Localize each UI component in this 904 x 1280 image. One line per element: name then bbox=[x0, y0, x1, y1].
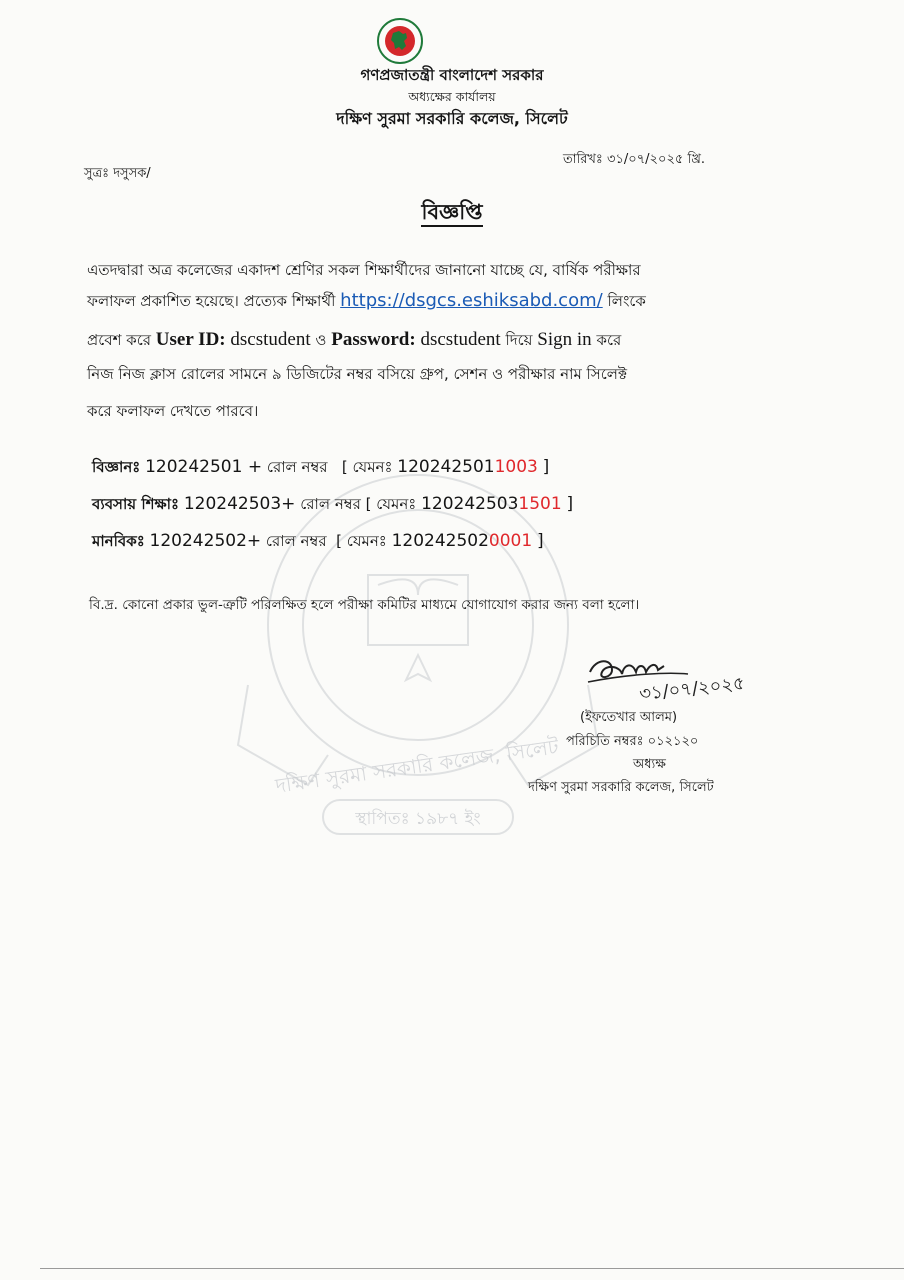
signatory-designation: অধ্যক্ষ bbox=[633, 757, 666, 772]
footnote: বি.দ্র. কোনো প্রকার ভুল-ত্রুটি পরিলক্ষিত হলে পরীক্ষা কমিটির মাধ্যমে যোগাযোগ করার জন্য বলা হলো। bbox=[89, 597, 640, 613]
body-line-3-a: প্রবেশ করে bbox=[87, 331, 151, 349]
roll-prefix: 120242502+ bbox=[149, 531, 262, 551]
principal-signature bbox=[582, 650, 772, 710]
example-roll: 0001 bbox=[488, 531, 533, 551]
example-roll: 1501 bbox=[518, 494, 562, 514]
watermark-text: দক্ষিণ সুরমা সরকারি কলেজ, সিলেট bbox=[273, 734, 561, 798]
body-line-3-d: করে bbox=[596, 331, 622, 349]
bangladesh-emblem-logo bbox=[377, 18, 423, 64]
notice-date: তারিখঃ ৩১/০৭/২০২৫ খ্রি. bbox=[563, 152, 705, 167]
body-line-3-c: দিয়ে bbox=[505, 331, 533, 349]
password-label: Password: bbox=[331, 329, 416, 350]
body-line-3 bbox=[87, 329, 621, 354]
user-id-label: User ID: bbox=[155, 329, 226, 350]
example-label: [ যেমনঃ bbox=[365, 495, 417, 513]
result-portal-link[interactable]: https://dsgcs.eshiksabd.com/ bbox=[340, 290, 603, 311]
example-prefix: 120242502 bbox=[391, 531, 489, 551]
signatory-id: পরিচিতি নম্বরঃ ০১২১২০ bbox=[566, 734, 699, 749]
example-prefix: 120242501 bbox=[397, 457, 495, 477]
body-line-3-b: ও bbox=[315, 331, 327, 349]
signatory-name: (ইফতেখার আলম) bbox=[580, 710, 678, 725]
group-label: ব্যবসায় শিক্ষাঃ bbox=[92, 495, 180, 513]
user-id-value: dscstudent bbox=[230, 329, 311, 350]
example-prefix: 120242503 bbox=[421, 494, 519, 514]
office-name: অধ্যক্ষের কার্যালয় bbox=[408, 89, 496, 104]
government-name: গণপ্রজাতন্ত্রী বাংলাদেশ সরকার bbox=[360, 66, 544, 84]
body-line-1: এতদদ্বারা অত্র কলেজের একাদশ শ্রেণির সকল শিক্ষার্থীদের জানানো যাচ্ছে যে, বার্ষিক পরীক্ষার bbox=[87, 261, 641, 279]
example-label: [ যেমনঃ bbox=[336, 532, 387, 550]
roll-suffix-label: রোল নম্বর bbox=[300, 495, 361, 513]
example-label: [ যেমনঃ bbox=[341, 458, 393, 476]
body-line-4: নিজ নিজ ক্লাস রোলের সামনে ৯ ডিজিটের নম্বর বসিয়ে গ্রুপ, সেশন ও পরীক্ষার নাম সিলেক্ট bbox=[87, 365, 627, 383]
body-line-2 bbox=[87, 290, 646, 315]
example-roll: 1003 bbox=[494, 457, 538, 477]
group-label: বিজ্ঞানঃ bbox=[92, 458, 141, 476]
notice-title bbox=[0, 196, 904, 231]
body-line-2-text: ফলাফল প্রকাশিত হয়েছে। প্রত্যেক শিক্ষার্থী bbox=[87, 292, 336, 310]
body-line-2-end: লিংকে bbox=[607, 292, 646, 310]
page-edge-line bbox=[40, 1268, 904, 1269]
sign-in-text: Sign in bbox=[537, 329, 592, 350]
signature-date: ৩১/০৭/২০২৫ bbox=[638, 673, 746, 705]
roll-suffix-label: রোল নম্বর bbox=[266, 458, 328, 476]
example-close: ] bbox=[536, 531, 544, 551]
example-close: ] bbox=[566, 494, 574, 514]
roll-prefix: 120242503+ bbox=[183, 494, 296, 514]
roll-prefix: 120242501 + bbox=[145, 457, 263, 477]
roll-rule-science bbox=[92, 456, 549, 481]
signatory-college: দক্ষিণ সুরমা সরকারি কলেজ, সিলেট bbox=[528, 780, 714, 795]
password-value: dscstudent bbox=[420, 329, 501, 350]
watermark-established: স্থাপিতঃ ১৯৮৭ ইং bbox=[355, 809, 481, 829]
notice-title-text: বিজ্ঞপ্তি bbox=[421, 200, 482, 227]
example-close: ] bbox=[542, 457, 550, 477]
college-name: দক্ষিণ সুরমা সরকারি কলেজ, সিলেট bbox=[336, 109, 568, 128]
roll-rule-business bbox=[92, 493, 573, 518]
roll-suffix-label: রোল নম্বর bbox=[265, 532, 327, 550]
body-line-5: করে ফলাফল দেখতে পারবে। bbox=[87, 402, 259, 420]
group-label: মানবিকঃ bbox=[92, 532, 145, 550]
roll-rule-humanities bbox=[92, 530, 544, 555]
reference-number: সুত্রঃ দসুসক/ bbox=[84, 166, 151, 181]
